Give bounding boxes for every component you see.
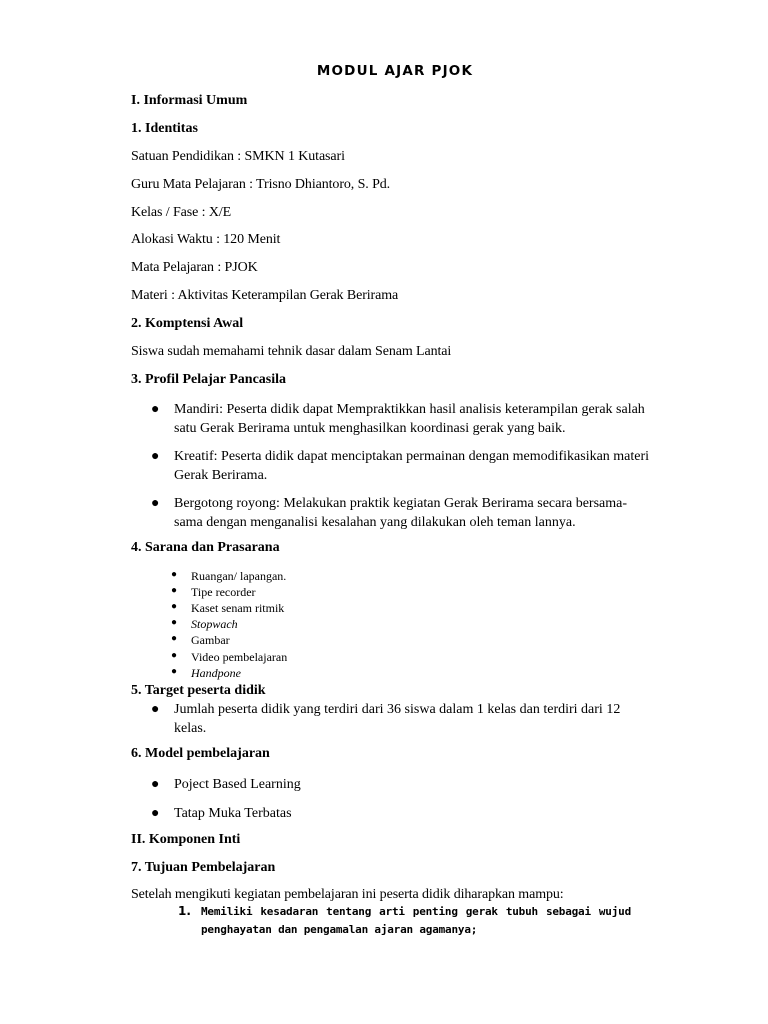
identitas-alokasi-waktu: Alokasi Waktu : 120 Menit: [131, 232, 281, 247]
heading-model-pembelajaran: 6. Model pembelajaran: [131, 746, 270, 761]
bullet-icon: ●: [171, 569, 178, 580]
heading-profil-pancasila: 3. Profil Pelajar Pancasila: [131, 372, 287, 387]
bullet-icon: ●: [171, 601, 178, 612]
bullet-icon: ●: [171, 585, 178, 596]
bullet-icon: ●: [151, 806, 160, 821]
bullet-icon: ●: [151, 702, 160, 717]
bullet-icon: ●: [171, 633, 178, 644]
identitas-guru: Guru Mata Pelajaran : Trisno Dhiantoro, S. Pd.: [131, 177, 391, 192]
list-item: ● Video pembelajaran: [171, 650, 288, 664]
identitas-kelas: Kelas / Fase : X/E: [131, 205, 232, 220]
identitas-materi: Materi : Aktivitas Keterampilan Gerak Berirama: [131, 288, 399, 303]
goal-text: Memiliki kesadaran tentang arti penting gerak tubuh sebagai wujud penghayatan dan pengamalan ajaran agamanya;: [201, 905, 631, 936]
heading-tujuan-pembelajaran: 7. Tujuan Pembelajaran: [131, 860, 276, 875]
identitas-satuan-pendidikan: Satuan Pendidikan : SMKN 1 Kutasari: [131, 149, 345, 164]
section-heading-informasi-umum: I. Informasi Umum: [131, 93, 248, 108]
profil-item-kreatif: ● Kreatif: Peserta didik dapat menciptakan permainan dengan memodifikasikan materi Gerak Berirama.: [151, 449, 650, 483]
bullet-icon: ●: [171, 650, 178, 661]
bullet-icon: ●: [171, 666, 178, 677]
target-item: ● Jumlah peserta didik yang terdiri dari 36 siswa dalam 1 kelas dan terdiri dari 12 kelas.: [151, 702, 621, 736]
bullet-icon: ●: [151, 496, 160, 511]
heading-sarana-prasarana: 4. Sarana dan Prasarana: [131, 540, 280, 555]
kompetensi-text: Siswa sudah memahami tehnik dasar dalam Senam Lantai: [131, 344, 452, 359]
bullet-icon: ●: [151, 402, 160, 417]
list-item: ● Stopwach: [171, 617, 238, 631]
heading-kompetensi-awal: 2. Komptensi Awal: [131, 316, 244, 331]
heading-target-peserta: 5. Target peserta didik: [131, 683, 266, 698]
bullet-icon: ●: [151, 449, 160, 464]
tujuan-intro: Setelah mengikuti kegiatan pembelajaran ini peserta didik diharapkan mampu:: [131, 887, 564, 902]
list-item: ● Ruangan/ lapangan.: [171, 569, 287, 583]
heading-identitas: 1. Identitas: [131, 121, 198, 136]
profil-item-gotong-royong: ● Bergotong royong: Melakukan praktik kegiatan Gerak Berirama secara bersama- sama dengan menganalisi kesalahan yang dilakukan oleh teman lannya.: [151, 496, 628, 530]
bullet-icon: ●: [151, 777, 160, 792]
section-heading-komponen-inti: II. Komponen Inti: [131, 832, 241, 847]
identitas-mata-pelajaran: Mata Pelajaran : PJOK: [131, 260, 258, 275]
list-item: ● Kaset senam ritmik: [171, 601, 285, 615]
list-item: ● Handpone: [171, 666, 241, 680]
list-item: ● Gambar: [171, 633, 230, 647]
bullet-icon: ●: [171, 617, 178, 628]
document-title: MODUL AJAR PJOK: [316, 63, 474, 79]
list-item: ● Tipe recorder: [171, 585, 256, 599]
goal-number: 1.: [178, 904, 191, 918]
model-item-pjbl: ● Poject Based Learning: [151, 777, 301, 792]
model-item-tatap-muka: ● Tatap Muka Terbatas: [151, 806, 292, 821]
profil-item-mandiri: ● Mandiri: Peserta didik dapat Mempraktikkan hasil analisis keterampilan gerak salah satu Gerak Berirama untuk menghasilkan koordinasi gerak yang baik.: [151, 402, 645, 436]
